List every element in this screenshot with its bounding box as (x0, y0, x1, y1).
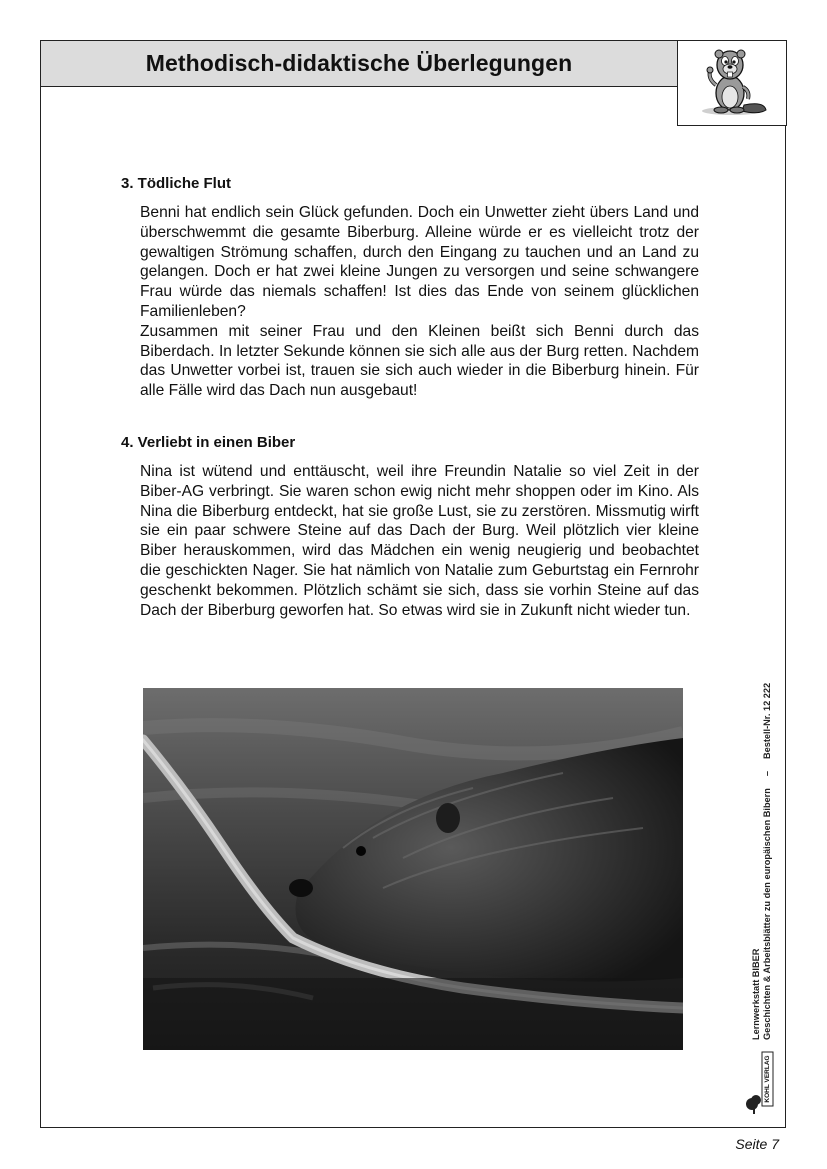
title-bar (40, 40, 678, 87)
mascot-box (677, 40, 787, 126)
section-text-verliebt (140, 462, 699, 620)
beaver-photo (143, 688, 683, 1050)
page-title: Methodisch-didaktische Überlegungen (145, 50, 573, 76)
beaver-mascot-icon (678, 41, 786, 125)
section-heading-toedliche-flut: 3. Tödliche Flut (121, 175, 232, 192)
publisher-tree-icon (743, 1046, 779, 1116)
sidebar-series-title: Lernwerkstatt BIBER (751, 948, 761, 1040)
paragraph: Nina ist wütend und enttäuscht, weil ihre Freundin Natalie so viel Zeit in der Biber-AG verbringt. Sie waren schon ewig nicht mehr shoppen oder im Kino. Als Nina die Biberburg entdeckt, hat sie große Lust, sie zu zerstören. Missmutig wirft sie ein paar schwere Steine auf das Dach der Burg. Weil plötzlich vier kleine Biber herauskommen, wird das Mädchen ein wenig neugierig und beobachtet die geschickten Nager. Sie hat nämlich von Natalie zum Geburtstag ein Fernrohr geschenkt bekommen. Plötzlich schämt sie sich, dass sie vorhin Steine auf das Dach der Biberburg geworfen hat. So etwas wird sie in Zukunft nicht wieder tun. (140, 463, 699, 619)
paragraph: Zusammen mit seiner Frau und den Kleinen beißt sich Benni durch das Biberdach. In letzter Sekunde können sie sich alle aus der Burg retten. Nachdem das Unwetter vorbei ist, trauen sie sich auch wieder in die Biberburg hinein. Für alle Fälle wird das Dach nun ausgebaut! (140, 322, 699, 400)
publisher-logo (743, 1046, 779, 1116)
publisher-name: KOHL VERLAG (764, 1055, 771, 1103)
sidebar-subtitle: Geschichten & Arbeitsblätter zu den europäischen Bibern (762, 788, 772, 1040)
sidebar-publication-info (751, 660, 773, 1040)
paragraph: Benni hat endlich sein Glück gefunden. Doch ein Unwetter zieht übers Land und überschwemmt die gesamte Biberburg. Alleine würde er es vielleicht trotz der gewaltigen Strömung schaffen, durch den Eingang zu tauchen und an Land zu gelangen. Doch er hat zwei kleine Jungen zu versorgen und seine schwangere Frau würde das niemals schaffen! Ist dies das Ende von seinem glücklichen Familienleben? (140, 204, 699, 320)
sidebar-order-number: Bestell-Nr. 12 222 (762, 682, 772, 760)
section-text-toedliche-flut (140, 203, 699, 401)
sidebar-separator: – (762, 771, 772, 777)
page-number: Seite 7 (735, 1136, 779, 1152)
section-heading-verliebt: 4. Verliebt in einen Biber (121, 434, 296, 451)
